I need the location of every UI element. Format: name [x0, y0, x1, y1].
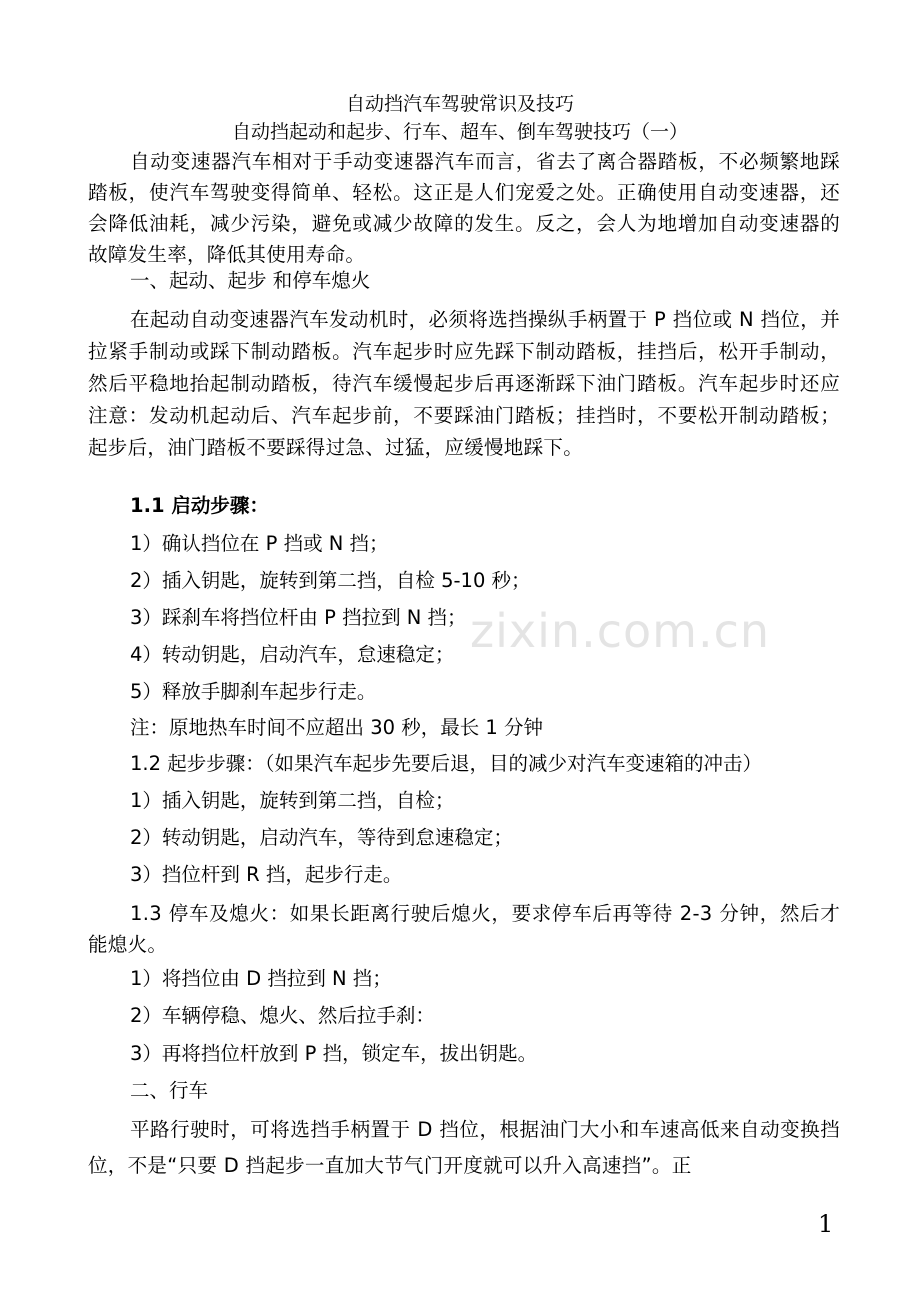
s12-item-3: 3）挡位杆到 R 挡，起步行走。	[130, 863, 403, 886]
page-number: 1	[818, 1210, 834, 1238]
s11-item-2: 2）插入钥匙，旋转到第二挡，自检 5-10 秒；	[130, 569, 531, 592]
s12-heading: 1.2 起步步骤：（如果汽车起步先要后退，目的减少对汽车变速箱的冲击）	[130, 752, 762, 775]
watermark: zixin.com.cn	[470, 604, 771, 658]
document-title: 自动挡汽车驾驶常识及技巧	[345, 93, 574, 115]
s13-paragraph: 1.3 停车及熄火：如果长距离行驶后熄火，要求停车后再等待 2-3 分钟，然后才能熄火。	[88, 902, 840, 956]
s13-item-1: 1）将挡位由 D 挡拉到 N 挡；	[130, 967, 392, 990]
s11-item-1: 1）确认挡位在 P 挡或 N 挡；	[130, 532, 389, 555]
s12-item-1: 1）插入钥匙，旋转到第二挡，自检；	[130, 789, 455, 812]
s13-item-2: 2）车辆停稳、熄火、然后拉手刹：	[130, 1004, 435, 1027]
section2-heading: 二、行车	[130, 1079, 209, 1102]
note-text: 注：原地热车时间不应超出 30 秒，最长 1 分钟	[130, 716, 544, 739]
s13-item-3: 3）再将挡位杆放到 P 挡，锁定车，拔出钥匙。	[130, 1042, 538, 1065]
s11-item-4: 4）转动钥匙，启动汽车，怠速稳定；	[130, 643, 455, 666]
s11-item-3: 3）踩刹车将挡位杆由 P 挡拉到 N 挡；	[130, 606, 467, 629]
s12-item-2: 2）转动钥匙，启动汽车，等待到怠速稳定；	[130, 826, 513, 849]
section1-heading: 一、起动、起步 和停车熄火	[130, 269, 371, 292]
section1-paragraph: 在起动自动变速器汽车发动机时，必须将选挡操纵手柄置于 P 挡位或 N 挡位，并拉紧手制动或踩下制动踏板。汽车起步时应先踩下制动踏板，挂挡后，松开手制动，然后平稳地抬起制动踏板，待汽车缓慢起步后再逐渐踩下油门踏板。汽车起步时还应注意：发动机起动后、汽车起步前，不要踩油门踏板；挂挡时，不要松开制动踏板；起步后，油门踏板不要踩得过急、过猛，应缓慢地踩下。	[88, 308, 840, 459]
s11-item-5: 5）释放手脚刹车起步行走。	[130, 680, 377, 703]
section2-paragraph: 平路行驶时，可将选挡手柄置于 D 挡位，根据油门大小和车速高低来自动变换挡位，不是“只要 D 挡起步一直加大节气门开度就可以升入高速挡”。正	[88, 1118, 840, 1177]
intro-paragraph: 自动变速器汽车相对于手动变速器汽车而言，省去了离合器踏板，不必频繁地踩踏板，使汽车驾驶变得简单、轻松。这正是人们宠爱之处。正确使用自动变速器，还会降低油耗，减少污染，避免或减少故障的发生。反之，会人为地增加自动变速器的故障发生率，降低其使用寿命。	[88, 150, 840, 266]
document-subtitle: 自动挡起动和起步、行车、超车、倒车驾驶技巧（一）	[231, 121, 688, 143]
s11-heading: 1.1 启动步骤：	[130, 494, 269, 517]
